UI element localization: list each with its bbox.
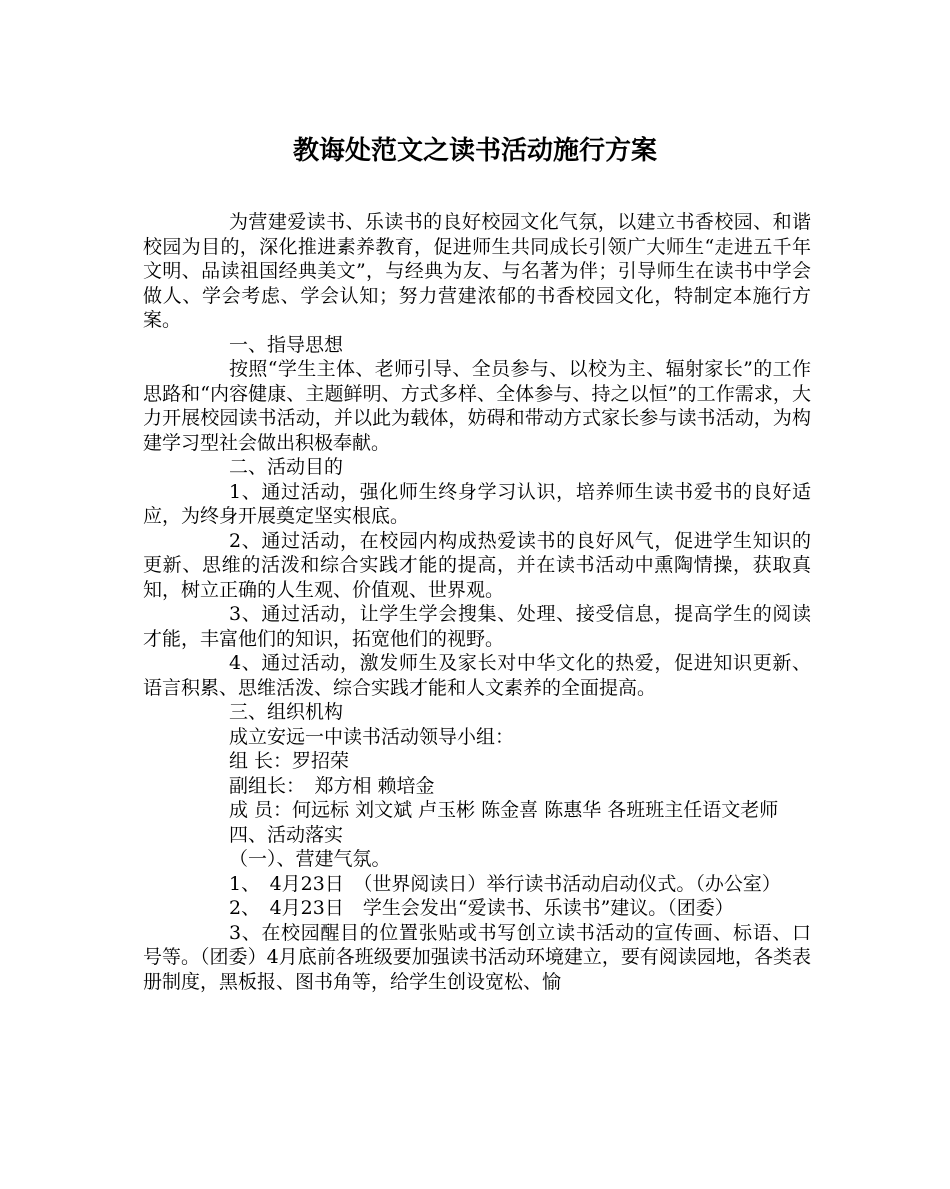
- goal-item-2: 2、通过活动，在校园内构成热爱读书的良好风气，促进学生知识的更新、思维的活泼和综合实践才能的提高，并在读书活动中熏陶情操，获取真知，树立正确的人生观、价值观、世界观。: [143, 529, 811, 601]
- goal-item-4: 4、通过活动，激发师生及家长对中华文化的热爱，促进知识更新、语言积累、思维活泼、综合实践才能和人文素养的全面提高。: [143, 652, 811, 699]
- section-heading-organization: 三、组织机构: [229, 701, 344, 723]
- organization-members: 成 员：何远标 刘文斌 卢玉彬 陈金喜 陈惠华 各班班主任语文老师: [229, 799, 779, 821]
- organization-leader: 组 长：罗招荣: [229, 750, 350, 772]
- implementation-item-1: 1、 4月23日 （世界阅读日）举行读书活动启动仪式。（办公室）: [229, 872, 781, 895]
- goal-item-1: 1、通过活动，强化师生终身学习认识，培养师生读书爱书的良好适应，为终身开展奠定坚实根底。: [143, 480, 811, 527]
- organization-deputy-leaders: 副组长： 郑方相 赖培金: [229, 774, 435, 797]
- document-title: 教诲处范文之读书活动施行方案: [292, 136, 657, 166]
- organization-intro: 成立安远一中读书活动领导小组：: [229, 725, 515, 748]
- paragraph-guiding-ideology: 按照“学生主体、老师引导、全员参与、以校为主、辐射家长”的工作思路和“内容健康、主题鲜明、方式多样、全体参与、持之以恒”的工作需求，大力开展校园读书活动，并以此为载体，妨碍和带动方式家长参与读书活动，为构建学习型社会做出积极奉献。: [143, 358, 811, 454]
- subsection-heading-atmosphere: （一）、营建气氛。: [229, 848, 391, 870]
- goal-item-3: 3、通过活动，让学生学会搜集、处理、接受信息，提高学生的阅读才能，丰富他们的知识，拓宽他们的视野。: [143, 603, 811, 650]
- section-heading-guiding-ideology: 一、指导思想: [229, 333, 344, 356]
- document-body: [143, 210, 811, 994]
- implementation-item-2: 2、 4月23日 学生会发出“爱读书、乐读书”建议。（团委）: [229, 897, 734, 919]
- intro-paragraph: 为营建爱读书、乐读书的良好校园文化气氛，以建立书香校园、和谐校园为目的，深化推进素养教育，促进师生共同成长引领广大师生“走进五千年文明、品读祖国经典美文”，与经典为友、与名著为伴；引导师生在读书中学会做人、学会考虑、学会认知；努力营建浓郁的书香校园文化，特制定本施行方案。: [143, 211, 811, 331]
- section-heading-implementation: 四、活动落实: [229, 823, 344, 846]
- section-heading-activity-goals: 二、活动目的: [229, 456, 344, 478]
- implementation-item-3: 3、在校园醒目的位置张贴或书写创立读书活动的宣传画、标语、口号等。（团委）4月底前各班级要加强读书活动环境建立，要有阅读园地，各类表册制度，黑板报、图书角等，给学生创设宽松、愉: [143, 921, 811, 993]
